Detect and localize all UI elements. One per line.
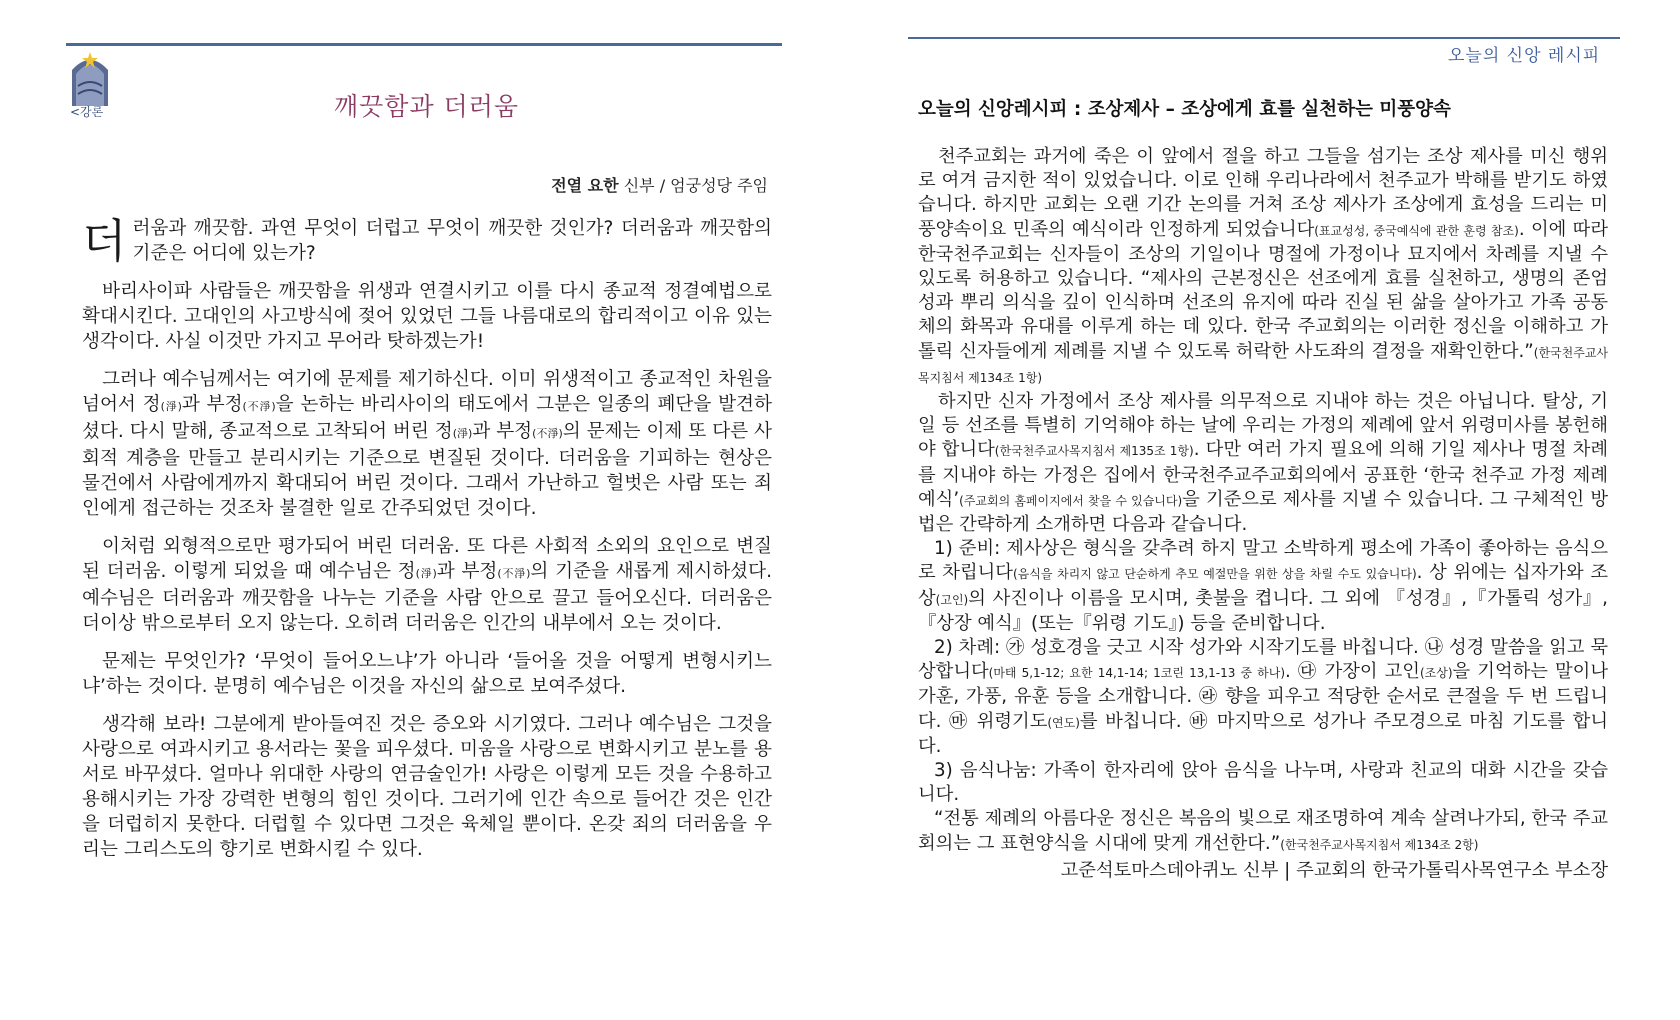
- section-label: <강론: [70, 105, 104, 119]
- hanja: (淨): [452, 427, 473, 440]
- text: 이처럼 외형적으로만 평가되어 버린 더러움. 또 다른 사회적 소외의 요인으로 변질된 더러움. 이렇게 되었을 때 예수님은 정: [82, 536, 772, 582]
- citation: (음식을 차리지 않고 단순하게 추모 예절만을 위한 상을 차릴 수도 있습니다): [1012, 567, 1417, 582]
- right-top-rule: [908, 37, 1620, 39]
- text: 의 사진이나 이름을 모시며, 촛불을 켭니다. 그 외에 『성경』,『가톨릭 성가』,『상장 예식』(또는『위령 기도』) 등을 준비합니다.: [918, 587, 1608, 634]
- paragraph: [918, 390, 1608, 537]
- text: 과 부정: [181, 394, 243, 415]
- author-role: 신부 / 엄궁성당 주임: [623, 176, 768, 195]
- text: “전통 제례의 아름다운 정신은 복음의 빛으로 재조명하여 계속 살려나가되, 한국 주교회의는 그 표현양식을 시대에 맞게 개선한다.”: [918, 808, 1608, 854]
- citation: (한국천주교사목지침서 제134조 1항): [918, 345, 1608, 385]
- text: . 이에 따라 한국천주교회는 신자들이 조상의 기일이나 명절에 가정이나 묘지에서 차례를 지낼 수 있도록 허용하고 있습니다. “제사의 근본정신은 선조에게 효를 실천하고, 생명의 존엄성과 뿌리 의식을 깊이 인식하며 선조의 유지에 따라 진실 된 삶을 살아가고 가족 공동체의 화목과 유대를 이루게 하는 데 있다. 한국 주교회의는 이러한 정신을 이해하고 가톨릭 신자들에게 제례를 지낼 수 있도록 허락한 사도좌의 결정을 재확인한다.”: [918, 218, 1608, 362]
- text: 하지만 신자 가정에서 조상 제사를 의무적으로 지내야 하는 것은 아닙니다. 탈상, 기일 등 선조를 특별히 기억해야 하는 날에 우리는 가정의 제례에 앞서 위령미사를 봉헌해야 합니다: [918, 391, 1608, 461]
- citation: (마태 5,1-12; 요한 14,1-14; 1코린 13,1-13 중 하나): [988, 666, 1286, 681]
- left-top-rule: [66, 43, 782, 46]
- author-name: 전열 요한: [551, 176, 619, 195]
- hanja: (不淨): [532, 427, 563, 440]
- list-item: [918, 537, 1608, 636]
- text: 을 기준으로 제사를 지낼 수 있습니다. 그 구체적인 방법은 간략하게 소개하면 다음과 같습니다.: [918, 488, 1609, 536]
- hanja: (不淨): [242, 400, 276, 413]
- hanja: (淨): [415, 567, 437, 580]
- text: 를 바칩니다. ㉳ 마지막으로 성가나 주모경으로 마침 기도를 합니다.: [918, 710, 1609, 757]
- text: 을 논하는 바리사이의 태도에서 그분은 일종의 폐단을 발견하셨다. 다시 말해, 종교적으로 고착되어 버린 정: [82, 394, 772, 442]
- paragraph-text: 러움과 깨끗함. 과연 무엇이 더럽고 무엇이 깨끗한 것인가? 더러움과 깨끗함의 기준은 어디에 있는가?: [132, 218, 772, 264]
- text: 1) 준비: 제사상은 형식을 갖추려 하지 말고 소박하게 평소에 가족이 좋아하는 음식으로 차립니다: [918, 538, 1608, 584]
- quote: [918, 807, 1608, 856]
- article-body: [918, 145, 1608, 883]
- text: 을 기억하는 말이나 가훈, 가풍, 유훈 등을 소개합니다. ㉱ 향을 피우고 적당한 순서로 큰절을 두 번 드립니다. ㉲ 위령기도: [918, 661, 1609, 732]
- text: 2) 차례: ㉮ 성호경을 긋고 시작 성가와 시작기도를 바칩니다. ㉯ 성경 말씀을 읽고 묵상합니다: [918, 637, 1608, 683]
- article-title: 오늘의 신앙레시피 : 조상제사 – 조상에게 효를 실천하는 미풍양속: [918, 99, 1451, 120]
- citation: (조상): [1419, 666, 1453, 681]
- text: . 다만 여러 가지 필요에 의해 기일 제사나 명절 차례를 지내야 하는 가정은 집에서 한국천주교주교회의에서 공표한 ‘한국 천주교 가정 제례 예식’: [918, 439, 1609, 510]
- byline: [551, 173, 768, 196]
- paragraph: 문제는 무엇인가? ‘무엇이 들어오느냐’가 아니라 ‘들어올 것을 어떻게 변형시키느냐’하는 것이다. 분명히 예수님은 이것을 자신의 삶으로 보여주셨다.: [82, 651, 772, 697]
- paragraph: [82, 216, 772, 266]
- right-header: 오늘의 신앙 레시피: [1448, 46, 1601, 66]
- citation: (한국천주교사목지침서 제135조 1항): [994, 444, 1194, 459]
- citation: (고인): [935, 592, 969, 607]
- page-title: 깨끗함과 더러움: [334, 92, 519, 121]
- dropcap: 더: [82, 214, 127, 268]
- signature: 고준석토마스데아퀴노 신부 | 주교회의 한국가톨릭사목연구소 부소장: [1060, 859, 1608, 881]
- list-item: 3) 음식나눔: 가족이 한자리에 앉아 음식을 나누며, 사랑과 친교의 대화 시간을 갖습니다.: [918, 760, 1608, 806]
- text: 그러나 예수님께서는 여기에 문제를 제기하신다. 이미 위생적이고 종교적인 차원을 넘어서 정: [82, 369, 772, 415]
- homily-body: [82, 216, 772, 875]
- citation: (연도): [1047, 715, 1080, 730]
- citation: (주교회의 홈페이지에서 찾을 수 있습니다): [959, 493, 1183, 508]
- homily-logo-icon: [68, 48, 112, 106]
- text: 과 부정: [436, 561, 498, 582]
- paragraph: [82, 534, 772, 636]
- paragraph: [918, 145, 1608, 390]
- paragraph: 바리사이파 사람들은 깨끗함을 위생과 연결시키고 이를 다시 종교적 정결예법으로 확대시킨다. 고대인의 사고방식에 젖어 있었던 그들 나름대로의 합리적이고 이유 있는 생각이다. 사실 이것만 가지고 무어라 탓하겠는가!: [82, 281, 772, 352]
- text: . 상 위에는 십자가와 조상: [918, 562, 1608, 609]
- paragraph: 생각해 보라! 그분에게 받아들여진 것은 증오와 시기였다. 그러나 예수님은 그것을 사랑으로 여과시키고 용서라는 꽃을 피우셨다. 미움을 사랑으로 변화시키고 분노를 용서로 바꾸셨다. 얼마나 위대한 사랑의 연금술인가! 사랑은 이렇게 모든 것을 수용하고 용해시키는 가장 강력한 변형의 힘인 것이다. 그러기에 인간 속으로 들어간 것은 인간을 더럽히지 못한다. 더럽힐 수 있다면 그것은 육체일 뿐이다. 온갖 죄의 더러움을 우리는 그리스도의 향기로 변화시킬 수 있다.: [82, 714, 772, 860]
- text: 의 기준을 새롭게 제시하셨다. 예수님은 더러움과 깨끗함을 나누는 기준을 사람 안으로 끌고 들어오신다. 더러움은 더이상 밖으로부터 오지 않는다. 오히려 더러움은 인간의 내부에서 오는 것이다.: [82, 561, 772, 634]
- list-item: [918, 636, 1608, 759]
- text: 천주교회는 과거에 죽은 이 앞에서 절을 하고 그들을 섬기는 조상 제사를 미신 행위로 여겨 금지한 적이 있었습니다. 이로 인해 우리나라에서 천주교가 박해를 받기도 하였습니다. 하지만 교회는 오랜 기간 논의를 거쳐 조상 제사가 조상에게 효성을 드리는 미풍양속이요 민족의 예식이라 인정하게 되었습니다: [918, 146, 1608, 240]
- hanja: (淨): [160, 400, 182, 413]
- citation: (한국천주교사목지침서 제134조 2항): [1280, 837, 1479, 852]
- text: . ㉰ 가장이 고인: [1285, 661, 1420, 683]
- text: 의 문제는 이제 또 다른 사회적 계층을 만들고 분리시키는 기준으로 변질된 것이다. 더러움을 기피하는 현상은 물건에서 사람에게까지 확대되어 버린 것이다. 그래서 가난하고 헐벗은 사람 또는 죄인에게 접근하는 것조차 불결한 일로 간주되었던 것이다.: [82, 421, 773, 519]
- paragraph: [82, 367, 772, 521]
- citation: (표교성성, 중국예식에 관한 훈령 참조): [1314, 223, 1519, 238]
- text: 과 부정: [472, 421, 533, 442]
- hanja: (不淨): [497, 567, 531, 580]
